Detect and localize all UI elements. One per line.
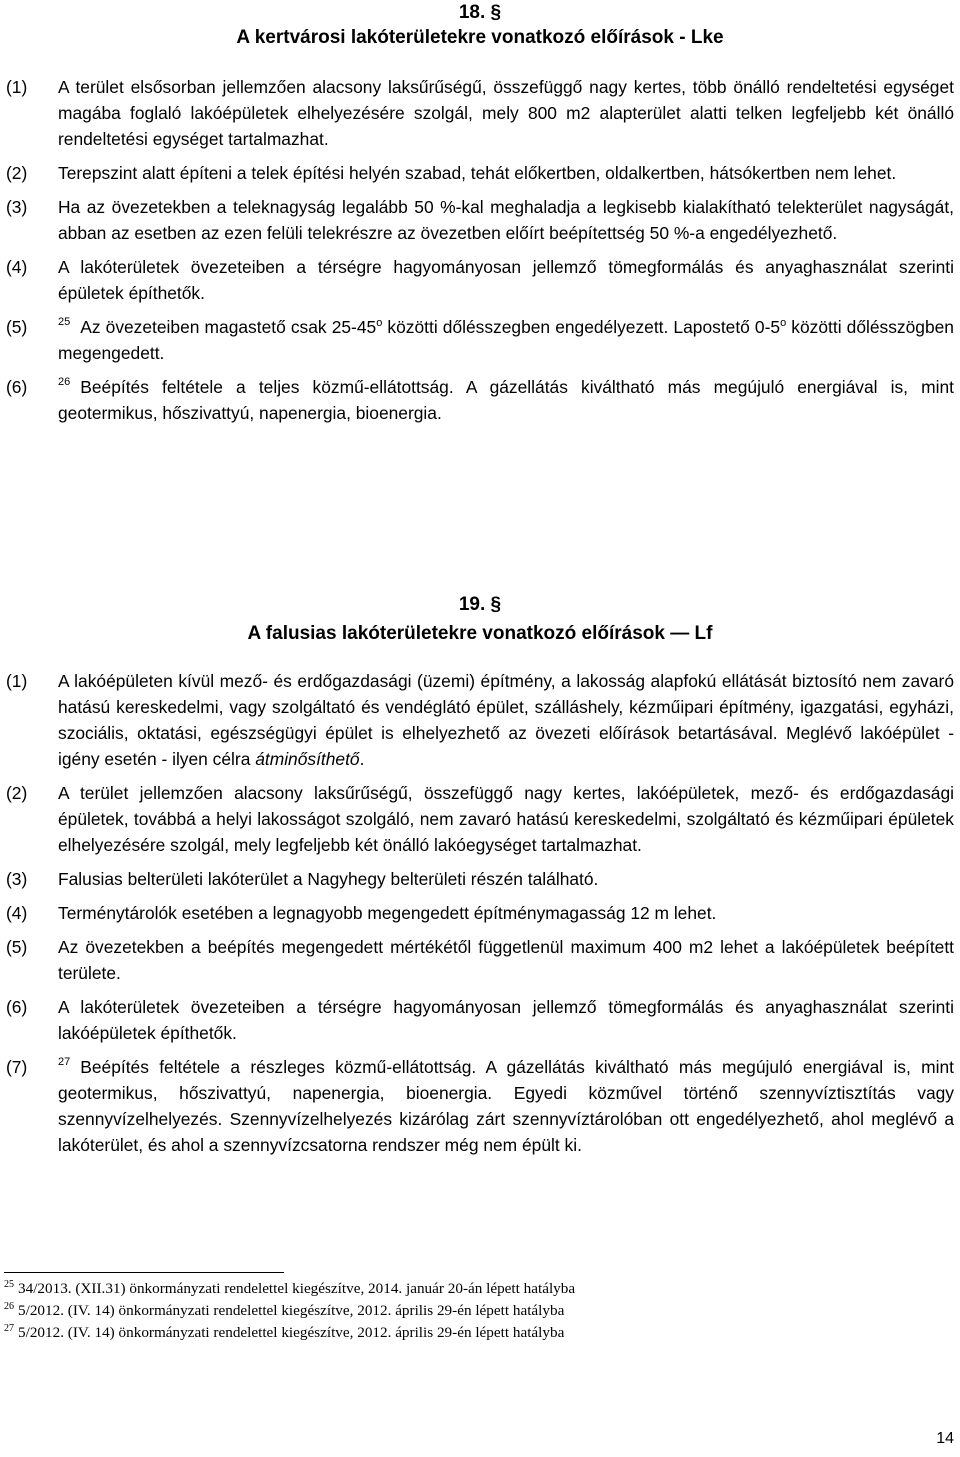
paragraph-number: (4) [6,257,28,277]
paragraph [0,866,960,892]
paragraph-text: Terménytárolók esetében a legnagyobb megengedett építménymagasság 12 m lehet. [58,903,717,923]
paragraph-text [58,314,954,366]
paragraph [0,994,960,1046]
paragraph-text: A terület elsősorban jellemzően alacsony laksűrűségű, összefüggő nagy kertes, több önálló rendeltetési egységet magába foglaló lakóépületek elhelyezésére szolgál, mely 800 m2 alapterület alatti telken legfeljebb két önálló rendeltetési egységet tartalmazhat. [58,77,954,149]
footnote-mark: 27 [4,1323,14,1334]
text-run: Beépítés feltétele a részleges közmű-ellátottság. A gázellátás kiváltható más megújuló energiával is, mint geotermikus, hőszivattyú, napenergia, bioenergia. Egyedi közművel történő szennyvíztisztítás vagy szennyvízelhelyezés. Szennyvízelhelyezés kizárólag zárt szennyvíztárolóban ott engedélyezhető, ahol meglévő a lakóterület, és ahol a szennyvízcsatorna rendszer még nem épült ki. [58,1057,954,1155]
paragraph [0,374,960,426]
italic-text: átminősíthető [255,749,360,769]
section-number: 19. § [458,594,502,615]
paragraph [0,668,960,772]
text-run: . [359,749,365,769]
footnote-mark: 26 [4,1301,14,1312]
paragraph-number: (3) [6,197,28,217]
paragraph [0,194,960,246]
footnote-reference: 27 [58,1056,71,1068]
section-19 [0,592,960,1158]
footnote [4,1322,575,1344]
paragraph-number: (1) [6,77,28,97]
paragraph-text [58,668,954,772]
paragraph-number: (2) [6,783,28,803]
paragraph-number: (5) [6,937,28,957]
paragraph-text [58,1054,954,1158]
paragraph-text: A lakóterületek övezeteiben a térségre hagyományosan jellemző tömegformálás és anyaghasználat szerinti épületek építhetők. [58,257,954,303]
paragraph-number: (3) [6,869,28,889]
paragraph [0,74,960,152]
section-title: A kertvárosi lakóterületekre vonatkozó előírások - Lke [236,27,724,48]
paragraph-number: (6) [6,997,28,1017]
paragraph [0,1054,960,1158]
footnote-text: 5/2012. (IV. 14) önkormányzati rendelettel kiegészítve, 2012. április 29-én lépett hatályba [18,1302,565,1319]
degree-mark: o [376,317,383,329]
paragraph [0,900,960,926]
paragraph-text: A lakóterületek övezeteiben a térségre hagyományosan jellemző tömegformálás és anyaghasználat szerinti lakóépületek építhetők. [58,997,954,1043]
paragraph [0,160,960,186]
paragraph-number: (1) [6,671,28,691]
text-run: Beépítés feltétele a teljes közmű-ellátottság. A gázellátás kiváltható más megújuló energiával is, mint geotermikus, hőszivattyú, napenergia, bioenergia. [58,377,954,423]
paragraph [0,934,960,986]
degree-mark: o [780,317,787,329]
footnote-text: 5/2012. (IV. 14) önkormányzati rendelettel kiegészítve, 2012. április 29-én lépett hatályba [18,1324,565,1341]
footnote [4,1278,575,1300]
paragraph [0,254,960,306]
paragraph-number: (5) [6,317,28,337]
paragraph-text: A terület jellemzően alacsony laksűrűségű, összefüggő nagy kertes, lakóépületek, mező- és erdőgazdasági épületek, továbbá a helyi lakosságot szolgáló, nem zavaró hatású kereskedelmi, szolgáltató és kézműipari épületek elhelyezésére szolgál, mely legfeljebb két önálló lakóegységet tartalmazhat. [58,783,954,855]
paragraph-number: (6) [6,377,28,397]
paragraph [0,314,960,366]
text-run: közötti dőlésszegben engedélyezett. Lapostető 0-5 [382,317,781,337]
paragraph-text: Az övezetekben a beépítés megengedett mértékétől függetlenül maximum 400 m2 lehet a lakóépületek beépített területe. [58,937,954,983]
section-number: 18. § [458,2,502,23]
paragraph-text [58,374,954,426]
footnote-mark: 25 [4,1279,14,1290]
page-number: 14 [936,1430,954,1447]
section-title: A falusias lakóterületekre vonatkozó előírások — Lf [247,623,713,644]
footnote-reference: 25 [58,316,71,328]
paragraph-number: (2) [6,163,28,183]
paragraph-text: Ha az övezetekben a teleknagyság legalább 50 %-kal meghaladja a legkisebb kialakítható telekterület nagyságát, abban az esetben az ezen felüli telekrészre az övezetben előírt beépítettség 50 %-a engedélyezhető. [58,197,954,243]
footnotes [4,1278,575,1344]
paragraph-text: Terepszint alatt építeni a telek építési helyén szabad, tehát előkertben, oldalkertben, hátsókertben nem lehet. [58,163,897,183]
paragraph-number: (4) [6,903,28,923]
footnote [4,1300,575,1322]
footnote-text: 34/2013. (XII.31) önkormányzati rendelettel kiegészítve, 2014. január 20-án lépett hatályba [18,1280,576,1297]
text-run: Az övezeteiben magastető csak 25-45 [80,317,377,337]
footnote-separator [4,1272,284,1273]
footnote-reference: 26 [58,376,71,388]
text-run: közötti dőlésszögben megengedett. [58,317,954,363]
section-18 [0,0,960,426]
paragraph-number: (7) [6,1057,28,1077]
text-run: A lakóépületen kívül mező- és erdőgazdasági (üzemi) építmény, a lakosság alapfokú ellátását biztosító nem zavaró hatású kereskedelmi, vagy szolgáltató és vendéglátó épület, szálláshely, kézműipari építmény, igazgatási, egyházi, szociális, oktatási, egészségügyi épület is elhelyezhető az övezeti előírások betartásával. Meglévő lakóépület - igény esetén - ilyen célra [58,671,954,769]
paragraph [0,780,960,858]
paragraph-text: Falusias belterületi lakóterület a Nagyhegy belterületi részén található. [58,869,599,889]
